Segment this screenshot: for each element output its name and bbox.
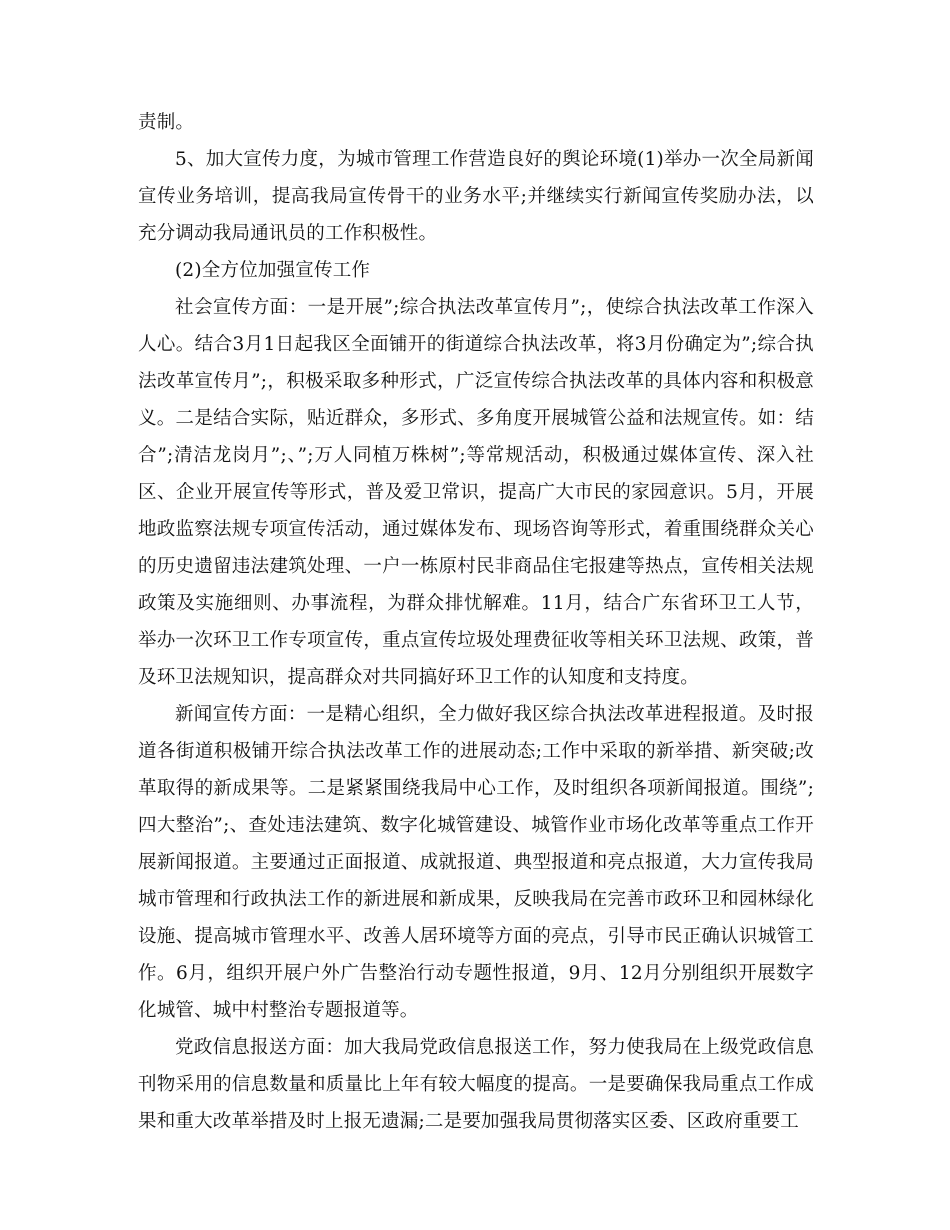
paragraph-6: 党政信息报送方面：加大我局党政信息报送工作，努力使我局在上级党政信息刊物采用的信息数量和质量比上年有较大幅度的提高。一是要确保我局重点工作成果和重大改革举措及时上报无遗漏;二是要加强我局贯彻落实区委、区政府重要工 <box>138 1037 814 1132</box>
paragraph-2: 5、加大宣传力度，为城市管理工作营造良好的舆论环境(1)举办一次全局新闻宣传业务培训，提高我局宣传骨干的业务水平;并继续实行新闻宣传奖励办法，以充分调动我局通讯员的工作积极性。 <box>138 149 814 244</box>
paragraph-5: 新闻宣传方面：一是精心组织，全力做好我区综合执法改革进程报道。及时报道各街道积极铺开综合执法改革工作的进展动态;工作中采取的新举措、新突破;改革取得的新成果等。二是紧紧围绕我局中心工作，及时组织各项新闻报道。围绕”;四大整治”;、查处违法建筑、数字化城管建设、城管作业市场化改革等重点工作开展新闻报道。主要通过正面报道、成就报道、典型报道和亮点报道，大力宣传我局城市管理和行政执法工作的新进展和新成果，反映我局在完善市政环卫和园林绿化设施、提高城市管理水平、改善人居环境等方面的亮点，引导市民正确认识城管工作。6月，组织开展户外广告整治行动专题性报道，9月、12月分别组织开展数字化城管、城中村整治专题报道等。 <box>138 704 814 1021</box>
paragraph-1: 责制。 <box>138 112 195 133</box>
paragraph-4: 社会宣传方面：一是开展”;综合执法改革宣传月”;，使综合执法改革工作深入人心。结合3月1日起我区全面铺开的街道综合执法改革，将3月份确定为”;综合执法改革宣传月”;，积极采取多种形式，广泛宣传综合执法改革的具体内容和积极意义。二是结合实际，贴近群众，多形式、多角度开展城管公益和法规宣传。如：结合”;清洁龙岗月”;、”;万人同植万株树”;等常规活动，积极通过媒体宣传、深入社区、企业开展宣传等形式，普及爱卫常识，提高广大市民的家园意识。5月，开展地政监察法规专项宣传活动，通过媒体发布、现场咨询等形式，着重围绕群众关心的历史遗留违法建筑处理、一户一栋原村民非商品住宅报建等热点，宣传相关法规政策及实施细则、办事流程，为群众排忧解难。11月，结合广东省环卫工人节，举办一次环卫工作专项宣传，重点宣传垃圾处理费征收等相关环卫法规、政策，普及环卫法规知识，提高群众对共同搞好环卫工作的认知度和支持度。 <box>138 297 814 688</box>
document-body <box>138 104 814 1140</box>
paragraph-3: (2)全方位加强宣传工作 <box>175 260 371 281</box>
